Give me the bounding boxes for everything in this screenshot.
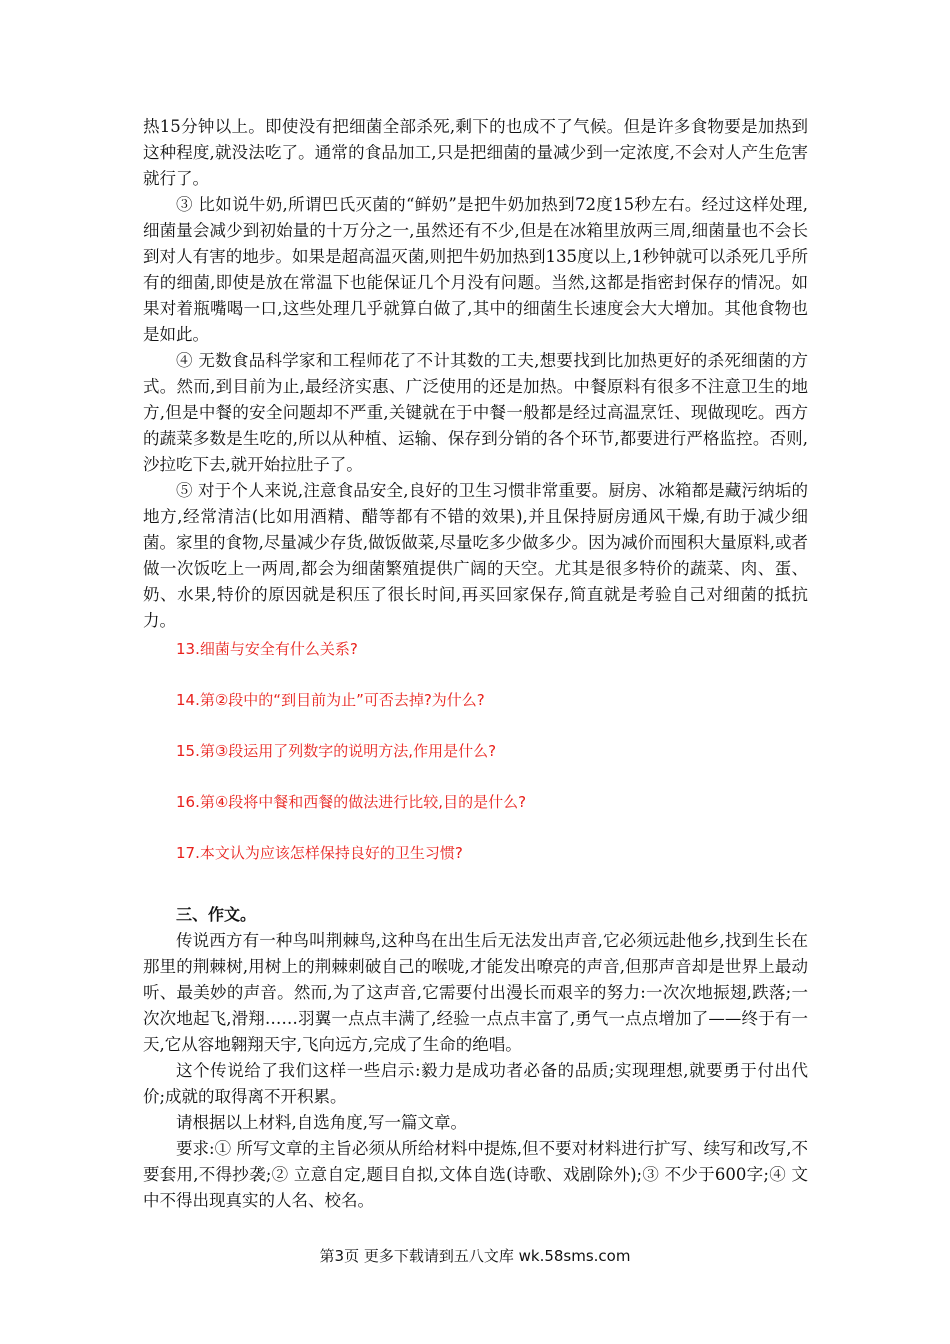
question-16: 16.第④段将中餐和西餐的做法进行比较,目的是什么? (176, 793, 527, 811)
passage-paragraph-5: ⑤ 对于个人来说,注意食品安全,良好的卫生习惯非常重要。厨房、冰箱都是藏污纳垢的地方,经常清洁(比如用酒精、醋等都有不错的效果),并且保持厨房通风干燥,有助于减少细菌。家里的食物,尽量减少存货,做饭做菜,尽量吃多少做多少。因为减价而囤积大量原料,或者做一次饭吃上一两周,都会为细菌繁殖提供广阔的天空。尤其是很多特价的蔬菜、肉、蛋、奶、水果,特价的原因就是积压了很长时间,再买回家保存,简直就是考验自己对细菌的抵抗力。 (143, 481, 808, 630)
composition-insight: 这个传说给了我们这样一些启示:毅力是成功者必备的品质;实现理想,就要勇于付出代价;成就的取得离不开积累。 (143, 1061, 808, 1106)
composition-requirements: 要求:① 所写文章的主旨必须从所给材料中提炼,但不要对材料进行扩写、续写和改写,不要套用,不得抄袭;② 立意自定,题目自拟,文体自选(诗歌、戏剧除外);③ 不少于600字;④ 文中不得出现真实的人名、校名。 (143, 1139, 808, 1210)
composition-story: 传说西方有一种鸟叫荆棘鸟,这种鸟在出生后无法发出声音,它必须远赴他乡,找到生长在那里的荆棘树,用树上的荆棘刺破自己的喉咙,才能发出嘹亮的声音,但那声音却是世界上最动听、最美妙的声音。然而,为了这声音,它需要付出漫长而艰辛的努力:一次次地振翅,跌落;一次次地起飞,滑翔……羽翼一点点丰满了,经验一点点丰富了,勇气一点点增加了——终于有一天,它从容地翱翔天宇,飞向远方,完成了生命的绝唱。 (143, 931, 808, 1054)
page-footer: 第3页 更多下载请到五八文库 wk.58sms.com (319, 1247, 631, 1265)
question-15: 15.第③段运用了列数字的说明方法,作用是什么? (176, 742, 497, 760)
question-17: 17.本文认为应该怎样保持良好的卫生习惯? (176, 844, 463, 862)
question-14: 14.第②段中的“到目前为止”可否去掉?为什么? (176, 691, 485, 709)
passage-paragraph-2-continuation: 热15分钟以上。即使没有把细菌全部杀死,剩下的也成不了气候。但是许多食物要是加热到这种程度,就没法吃了。通常的食品加工,只是把细菌的量减少到一定浓度,不会对人产生危害就行了。 (143, 117, 808, 188)
composition-heading: 三、作文。 (176, 905, 257, 924)
question-13: 13.细菌与安全有什么关系? (176, 640, 358, 658)
composition-instruction: 请根据以上材料,自选角度,写一篇文章。 (176, 1113, 467, 1132)
passage-paragraph-4: ④ 无数食品科学家和工程师花了不计其数的工夫,想要找到比加热更好的杀死细菌的方式。然而,到目前为止,最经济实惠、广泛使用的还是加热。中餐原料有很多不注意卫生的地方,但是中餐的安全问题却不严重,关键就在于中餐一般都是经过高温烹饪、现做现吃。西方的蔬菜多数是生吃的,所以从种植、运输、保存到分销的各个环节,都要进行严格监控。否则,沙拉吃下去,就开始拉肚子了。 (143, 351, 808, 474)
passage-paragraph-3: ③ 比如说牛奶,所谓巴氏灭菌的“鲜奶”是把牛奶加热到72度15秒左右。经过这样处理,细菌量会减少到初始量的十万分之一,虽然还有不少,但是在冰箱里放两三周,细菌量也不会长到对人有害的地步。如果是超高温灭菌,则把牛奶加热到135度以上,1秒钟就可以杀死几乎所有的细菌,即使是放在常温下也能保证几个月没有问题。当然,这都是指密封保存的情况。如果对着瓶嘴喝一口,这些处理几乎就算白做了,其中的细菌生长速度会大大增加。其他食物也是如此。 (143, 195, 808, 344)
page-content (143, 114, 808, 1214)
